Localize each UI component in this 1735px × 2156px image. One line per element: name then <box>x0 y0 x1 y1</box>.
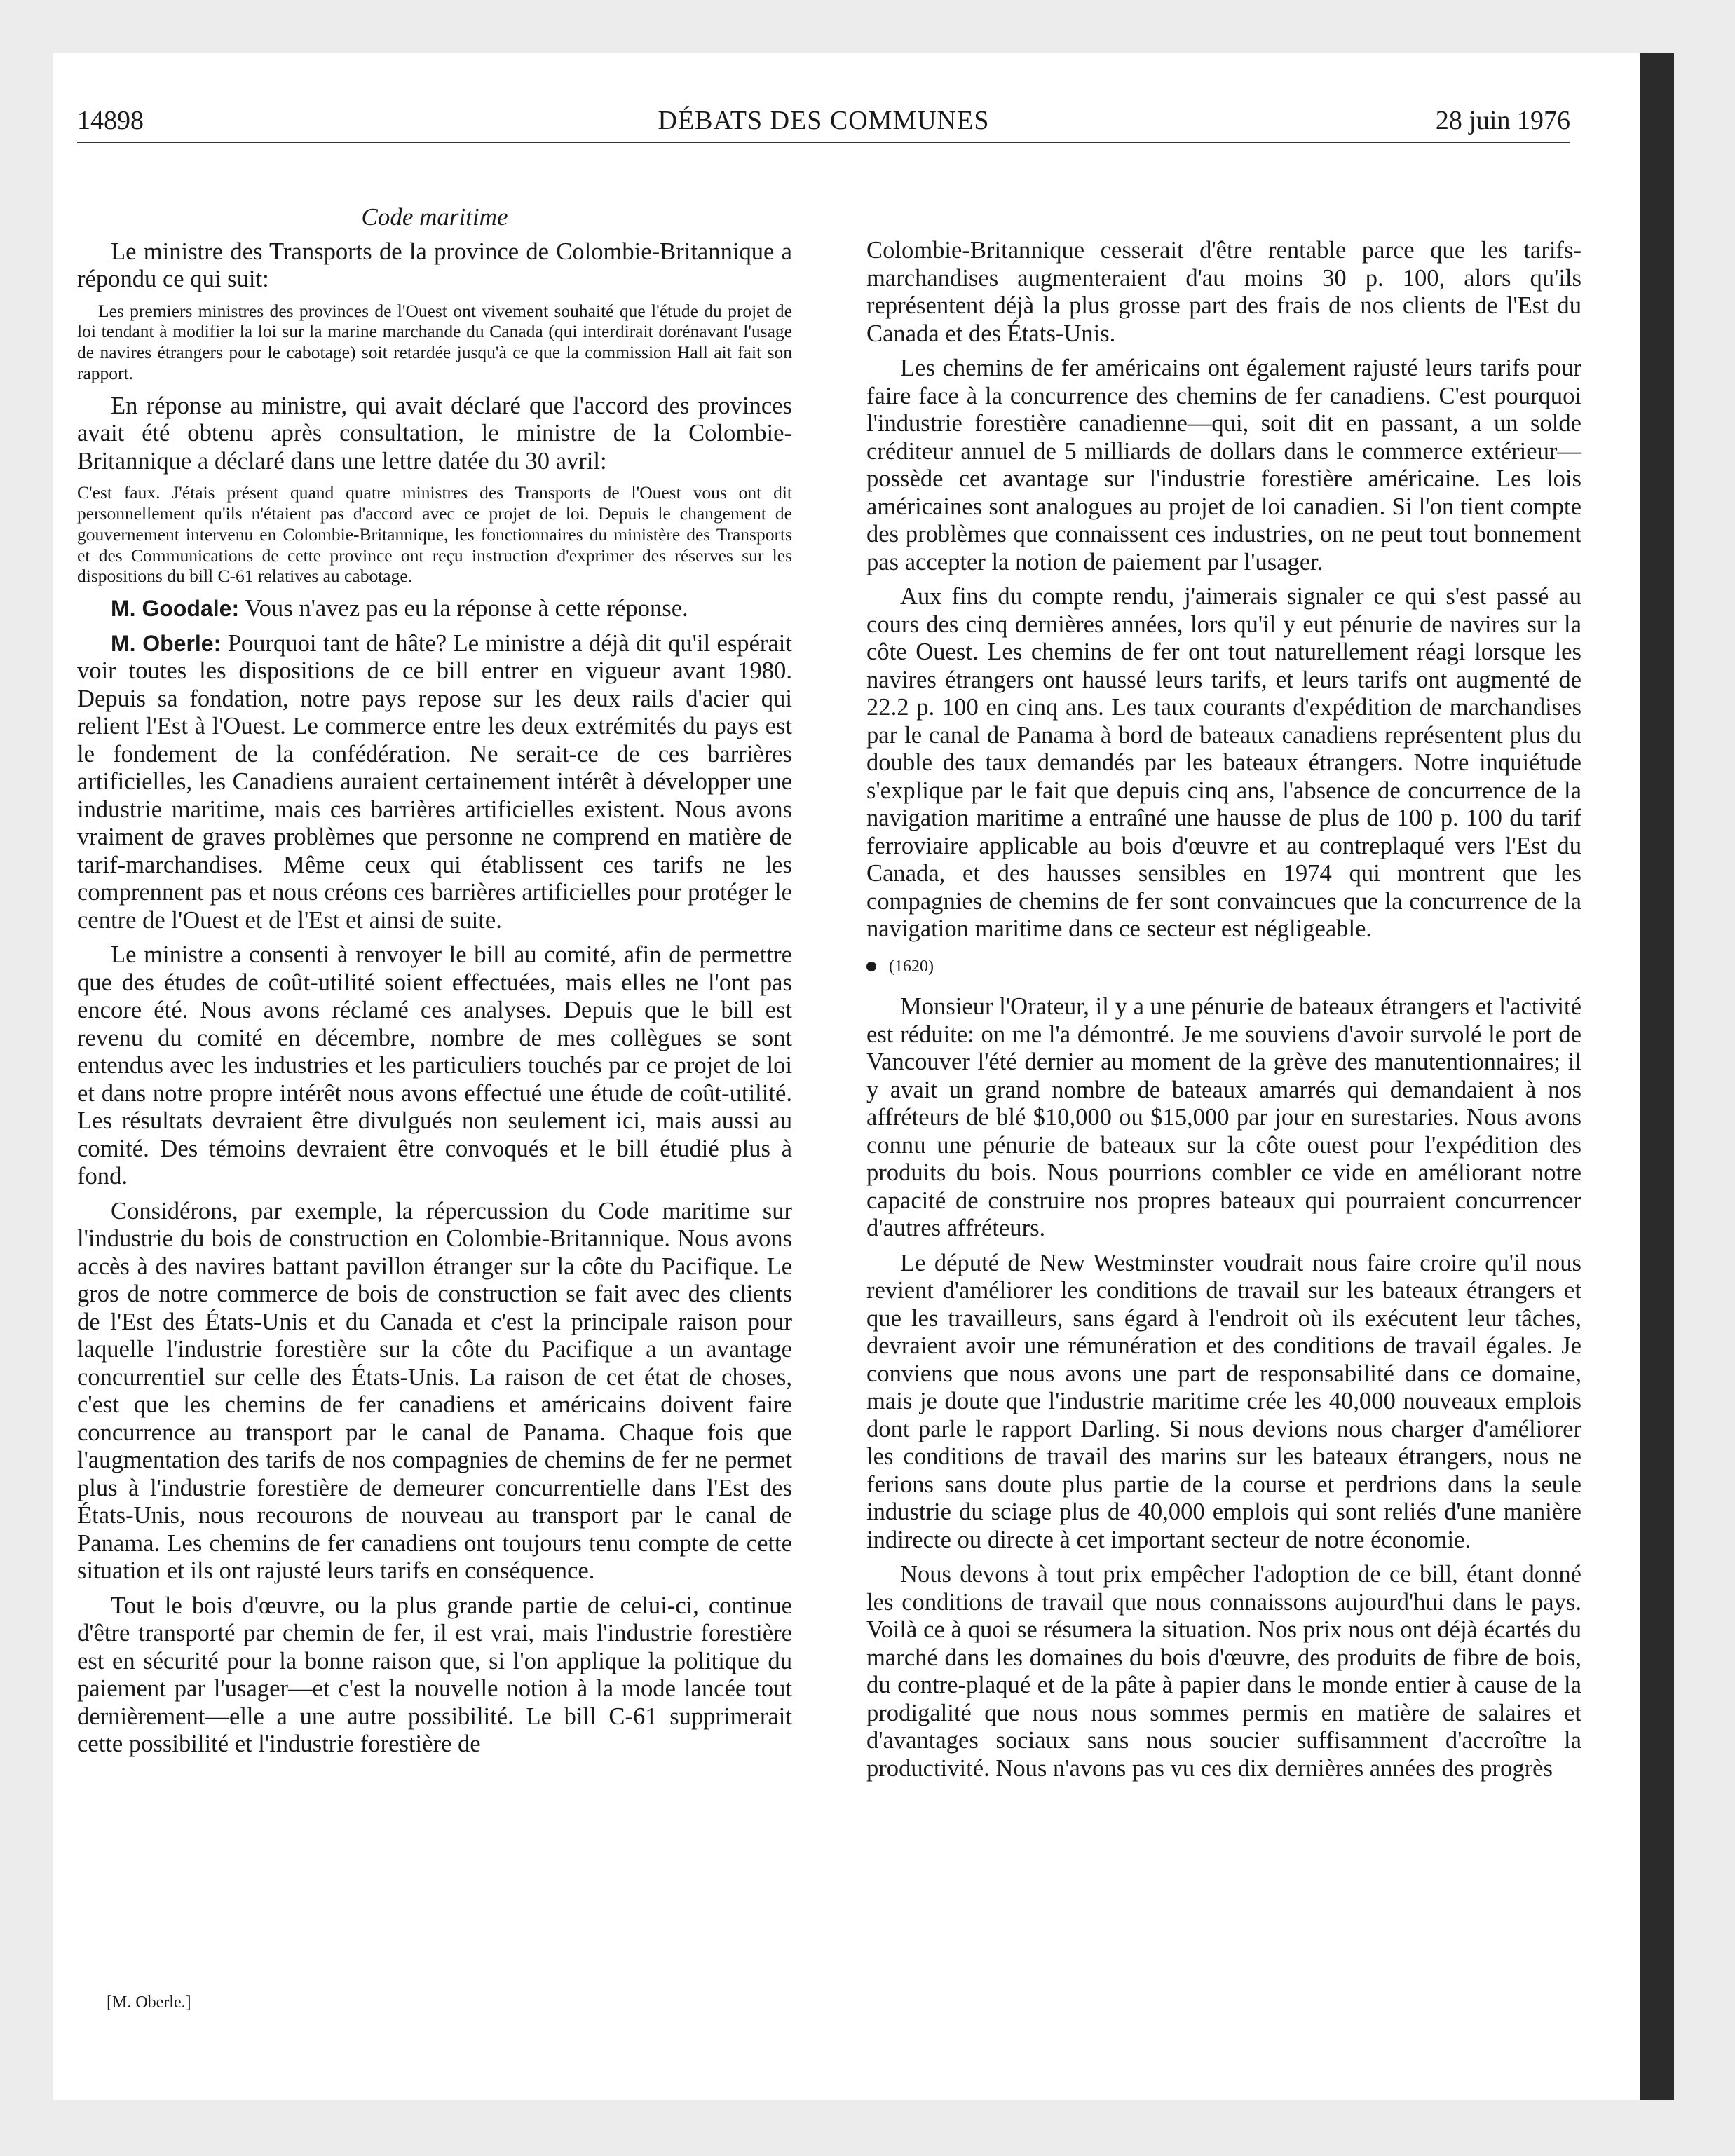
publication-date: 28 juin 1976 <box>1435 106 1570 135</box>
page-header <box>77 100 1570 143</box>
bullet-dot-icon <box>866 962 876 971</box>
publication-title: DÉBATS DES COMMUNES <box>658 106 990 135</box>
paragraph: Nous devons à tout prix empêcher l'adoption de ce bill, étant donné les conditions de travail que nous connaissons aujourd'hui dans le pays. Voilà ce à quoi se résumera la situation. Nos prix nous ont déjà écartés du marché dans les domaines du bois d'œuvre, des produits de fibre de bois, du contre-plaqué et de la pâte à papier dans le monde entier à cause de la prodigalité que nous nous sommes permis en matière de salaires et d'avantages sociaux sans nous soucier suffisamment d'accroître la productivité. Nous n'avons pas vu ces dix dernières années des progrès <box>866 1561 1581 1782</box>
scan-edge-bar <box>1640 53 1674 2100</box>
paragraph: Tout le bois d'œuvre, ou la plus grande partie de celui-ci, continue d'être transporté par chemin de fer, il est vrai, mais l'industrie forestière est en sécurité pour la bonne raison que, si l'on applique la politique du paiement par l'usager—et c'est la nouvelle notion à la mode lancée tout dernièrement—elle a une autre possibilité. Le bill C-61 supprimerait cette possibilité et l'industrie forestière de <box>77 1592 792 1758</box>
paragraph: Le député de New Westminster voudrait nous faire croire qu'il nous revient d'améliorer les conditions de travail sur les bateaux étrangers et que les travailleurs, sans égard à l'endroit où ils exécutent leur tâches, devraient avoir une rémunération et des conditions de travail égales. Je conviens que nous avons une part de responsabilité dans ce domaine, mais je doute que l'industrie maritime crée les 40,000 nouveaux emplois dont parle le rapport Darling. Si nous devions nous charger d'améliorer les conditions de travail des marins sur les bateaux étrangers, nous ne ferions sans doute plus partie de la course et perdrions dans la seule industrie du sciage plus de 40,000 emplois qui sont reliés d'une manière indirecte ou directe à cet important secteur de notre économie. <box>866 1249 1581 1553</box>
page-number: 14898 <box>77 106 144 135</box>
paragraph: Monsieur l'Orateur, il y a une pénurie de bateaux étrangers et l'activité est réduite: on me l'a démontré. Je me souviens d'avoir survolé le port de Vancouver l'été dernier au moment de la grève des manutentionnaires; il y avait un grand nombre de bateaux amarrés qui demandaient à nos affréteurs de blé $10,000 ou $15,000 par jour en surestaries. Nous avons connu une pénurie de bateaux sur la côte ouest pour l'expédition des produits du bois. Nous pourrions combler ce vide en améliorant notre capacité de construire nos propres bateaux qui pourraient concurrencer d'autres affréteurs. <box>866 993 1581 1241</box>
paragraph: Colombie-Britannique cesserait d'être rentable parce que les tarifs-marchandises augmenteraient d'au moins 30 p. 100, alors qu'ils représentent déjà la plus grosse part des frais de nos clients de l'Est du Canada et des États-Unis. <box>866 237 1581 347</box>
paragraph: Aux fins du compte rendu, j'aimerais signaler ce qui s'est passé au cours des cinq dernières années, lors qu'il y eut pénurie de navires sur la côte Ouest. Les chemins de fer ont tout naturellement réagi lorsque les navires étrangers ont haussé leurs tarifs, et leurs tarifs ont augmenté de 22.2 p. 100 en cinq ans. Les taux courants d'expédition de marchandises par le canal de Panama à bord de bateaux canadiens représentent plus du double des taux demandés par les bateaux étrangers. Notre inquiétude s'explique par le fait que depuis cinq ans, l'absence de concurrence de la navigation maritime a entraîné une hausse de plus de 100 p. 100 du tarif ferroviaire applicable au bois d'œuvre et au contreplaqué vers l'Est du Canada, et des hausses sensibles en 1974 qui montrent que les compagnies de chemins de fer sont convaincues que la concurrence de la navigation maritime dans ce secteur est négligeable. <box>866 583 1581 942</box>
right-column <box>866 237 1581 1789</box>
speech-text: Vous n'avez pas eu la réponse à cette réponse. <box>239 595 688 622</box>
time-marker <box>866 953 1581 981</box>
paragraph: Le ministre a consenti à renvoyer le bill au comité, afin de permettre que des études de coût-utilité soient effectuées, mais elles ne l'ont pas encore été. Nous avons réclamé ces analyses. Depuis que le bill est revenu du comité en décembre, nombre de mes collègues se sont entendus avec les industries et les particuliers touchés par ce projet de loi et dans notre propre intérêt nous avons effectué une étude de coût-utilité. Les résultats devraient être divulgués non seulement ici, mais aussi au comité. Des témoins devraient être convoqués et le bill étudié plus à fond. <box>77 941 792 1190</box>
block-quote: Les premiers ministres des provinces de l'Ouest ont vivement souhaité que l'étude du projet de loi tendant à modifier la loi sur la marine marchande du Canada (qui interdirait dorénavant l'usage de navires étrangers pour le cabotage) soit retardée jusqu'à ce que la commission Hall ait fait son rapport. <box>77 300 792 383</box>
block-quote: C'est faux. J'étais présent quand quatre ministres des Transports de l'Ouest vous ont dit personnellement qu'ils n'étaient pas d'accord avec ce projet de loi. Depuis le changement de gouvernement intervenu en Colombie-Britannique, les fonctionnaires du ministère des Transports et des Communications de cette province ont reçu instruction d'exprimer des réserves sur les dispositions du bill C-61 relatives au cabotage. <box>77 482 792 587</box>
section-title: Code maritime <box>361 203 508 231</box>
speaker-name: M. Oberle: <box>111 630 222 656</box>
speaker-footer-tag: [M. Oberle.] <box>107 1993 191 2012</box>
speech-oberle <box>77 630 792 935</box>
paragraph: Le ministre des Transports de la province de Colombie-Britannique a répondu ce qui suit: <box>77 238 792 292</box>
left-column <box>77 203 792 1766</box>
paragraph: Considérons, par exemple, la répercussion du Code maritime sur l'industrie du bois de construction en Colombie-Britannique. Nous avons accès à des navires battant pavillon étranger sur la côte du Pacifique. Le gros de notre commerce de bois de construction se fait avec des clients de l'Est des États-Unis et du Canada et c'est la principale raison pour laquelle l'industrie forestière sur la côte du Pacifique a un avantage concurrentiel sur celle des États-Unis. La raison de cet état de choses, c'est que les chemins de fer canadiens et américains doivent faire concurrence au transport par le canal de Panama. Chaque fois que l'augmentation des tarifs de nos compagnies de chemins de fer ne permet plus à l'industrie forestière de demeurer concurrentielle dans l'Est des États-Unis, nous recourons de nouveau au transport par le canal de Panama. Les chemins de fer canadiens ont toujours tenu compte de cette situation et ils ont rajusté leurs tarifs en conséquence. <box>77 1197 792 1585</box>
paragraph: En réponse au ministre, qui avait déclaré que l'accord des provinces avait été obtenu après consultation, le ministre de la Colombie-Britannique a déclaré dans une lettre datée du 30 avril: <box>77 392 792 475</box>
speaker-name: M. Goodale: <box>111 596 240 622</box>
speech-goodale <box>77 595 792 623</box>
time-marker-text: (1620) <box>889 957 934 976</box>
paragraph: Les chemins de fer américains ont également rajusté leurs tarifs pour faire face à la concurrence des chemins de fer canadiens. C'est pourquoi l'industrie forestière canadienne—qui, soit dit en passant, a un solde créditeur annuel de 5 milliards de dollars dans le commerce extérieur—possède cet avantage sur l'industrie forestière américaine. Les lois américaines sont analogues au projet de loi canadien. Si l'on tient compte des problèmes que connaissent ces industries, on ne peut tout bonnement pas accepter la notion de paiement par l'usager. <box>866 355 1581 575</box>
speech-text: Pourquoi tant de hâte? Le ministre a déjà dit qu'il espérait voir toutes les dispositions de ce bill entrer en vigueur avant 1980. Depuis sa fondation, notre pays repose sur les deux rails d'acier qui relient l'Est à l'Ouest. Le commerce entre les deux extrémités du pays est le fondement de la confédération. Ne serait-ce de ces barrières artificielles, les Canadiens auraient certainement intérêt à développer une industrie maritime, mais ces barrières artificielles existent. Nous avons vraiment de graves problèmes que personne ne comprend en matière de tarif-marchandises. Même ceux qui établissent ces tarifs ne les comprennent pas et nous créons ces barrières artificielles pour protéger le centre de l'Ouest et de l'Est et ainsi de suite. <box>77 629 793 934</box>
